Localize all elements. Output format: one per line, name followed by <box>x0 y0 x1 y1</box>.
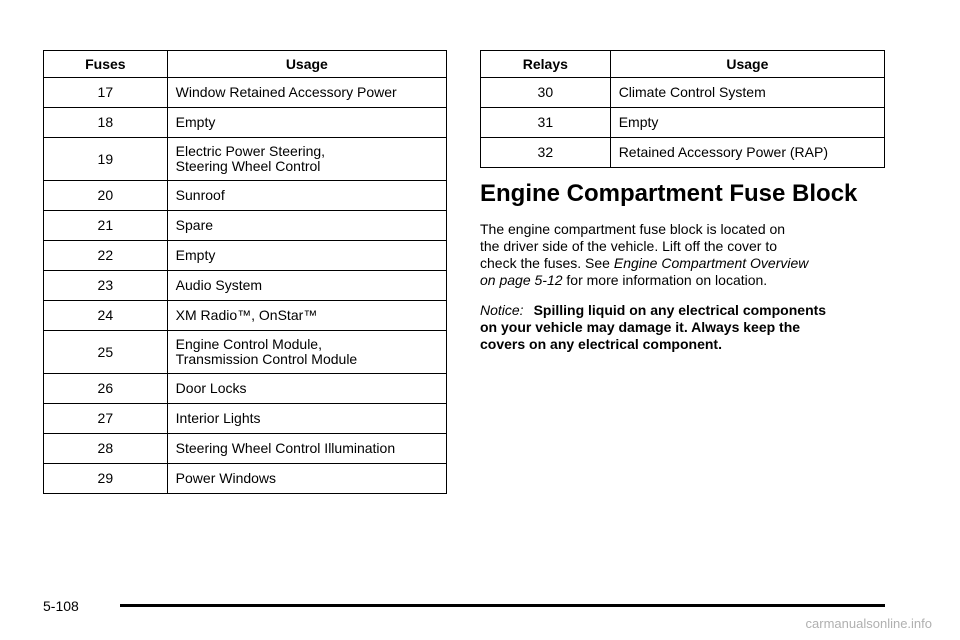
intro-line <box>480 255 890 272</box>
table-row <box>44 211 447 241</box>
table-row <box>481 78 885 108</box>
usage-text: Spare <box>175 217 214 233</box>
page-number: 5-108 <box>43 598 79 614</box>
row-usage <box>167 108 446 138</box>
usage-text: Power Windows <box>175 470 277 486</box>
table-row <box>44 271 447 301</box>
usage-text: Engine Control Module, <box>175 336 322 352</box>
row-usage <box>167 271 446 301</box>
row-number: 27 <box>44 404 168 434</box>
row-number: 32 <box>481 138 611 168</box>
cross-reference-link[interactable]: Engine Compartment Overview <box>613 255 809 271</box>
fuse-column-header: Fuses <box>44 51 168 78</box>
table-row <box>481 138 885 168</box>
notice-label: Notice: <box>480 302 524 318</box>
table-row <box>44 331 447 374</box>
table-row <box>44 464 447 494</box>
watermark: carmanualsonline.info <box>805 616 932 631</box>
row-usage <box>167 301 446 331</box>
usage-text: Steering Wheel Control <box>175 158 321 174</box>
row-number: 29 <box>44 464 168 494</box>
usage-column-header: Usage <box>167 51 446 78</box>
usage-text: Interior Lights <box>175 410 261 426</box>
intro-paragraph <box>480 221 890 289</box>
row-usage <box>610 138 884 168</box>
row-number: 28 <box>44 434 168 464</box>
usage-text: Climate Control System <box>618 84 766 100</box>
usage-text: Empty <box>618 114 659 130</box>
usage-text: Sunroof <box>175 187 225 203</box>
intro-text: check the fuses. See <box>480 255 614 271</box>
intro-line: The engine compartment fuse block is located on <box>480 221 786 237</box>
table-row <box>44 78 447 108</box>
row-usage <box>167 138 446 181</box>
intro-line: the driver side of the vehicle. Lift off the cover to <box>480 238 778 254</box>
row-usage <box>167 331 446 374</box>
fuse-table-header <box>44 51 447 78</box>
row-usage <box>167 404 446 434</box>
row-number: 31 <box>481 108 611 138</box>
row-number: 24 <box>44 301 168 331</box>
row-number: 20 <box>44 181 168 211</box>
intro-line <box>480 272 890 289</box>
usage-text: Door Locks <box>175 380 247 396</box>
footer-rule <box>120 604 885 607</box>
usage-text: Empty <box>175 114 216 130</box>
row-number: 23 <box>44 271 168 301</box>
relay-column-header: Relays <box>481 51 611 78</box>
table-row <box>481 108 885 138</box>
intro-text: for more information on location. <box>562 272 768 288</box>
row-usage <box>167 374 446 404</box>
relay-table <box>480 50 885 168</box>
row-number: 26 <box>44 374 168 404</box>
fuse-table <box>43 50 447 494</box>
usage-text: XM Radio™, OnStar™ <box>175 307 318 323</box>
usage-text: Retained Accessory Power (RAP) <box>618 144 828 160</box>
row-number: 18 <box>44 108 168 138</box>
row-number: 17 <box>44 78 168 108</box>
table-row <box>44 434 447 464</box>
table-row <box>44 301 447 331</box>
row-usage <box>167 464 446 494</box>
usage-text: Window Retained Accessory Power <box>175 84 397 100</box>
notice-line: covers on any electrical component. <box>480 336 722 352</box>
row-usage <box>610 108 884 138</box>
table-row <box>44 138 447 181</box>
usage-text: Transmission Control Module <box>175 351 358 367</box>
relay-table-header <box>481 51 885 78</box>
notice-paragraph <box>480 302 900 353</box>
notice-line: on your vehicle may damage it. Always keep the <box>480 319 801 335</box>
cross-reference-link[interactable]: on page 5-12 <box>480 272 563 288</box>
table-row <box>44 404 447 434</box>
row-number: 30 <box>481 78 611 108</box>
row-usage <box>167 241 446 271</box>
section-heading: Engine Compartment Fuse Block <box>480 180 858 207</box>
table-row <box>44 374 447 404</box>
row-number: 19 <box>44 138 168 181</box>
usage-text: Audio System <box>175 277 263 293</box>
row-number: 21 <box>44 211 168 241</box>
row-usage <box>167 211 446 241</box>
table-row <box>44 108 447 138</box>
row-usage <box>610 78 884 108</box>
notice-text: Spilling liquid on any electrical components <box>533 302 827 318</box>
row-number: 25 <box>44 331 168 374</box>
usage-text: Electric Power Steering, <box>175 143 326 159</box>
notice-line <box>480 302 900 319</box>
usage-text: Steering Wheel Control Illumination <box>175 440 396 456</box>
row-usage <box>167 78 446 108</box>
table-row <box>44 241 447 271</box>
usage-column-header: Usage <box>610 51 884 78</box>
row-number: 22 <box>44 241 168 271</box>
usage-text: Empty <box>175 247 216 263</box>
table-row <box>44 181 447 211</box>
row-usage <box>167 181 446 211</box>
row-usage <box>167 434 446 464</box>
